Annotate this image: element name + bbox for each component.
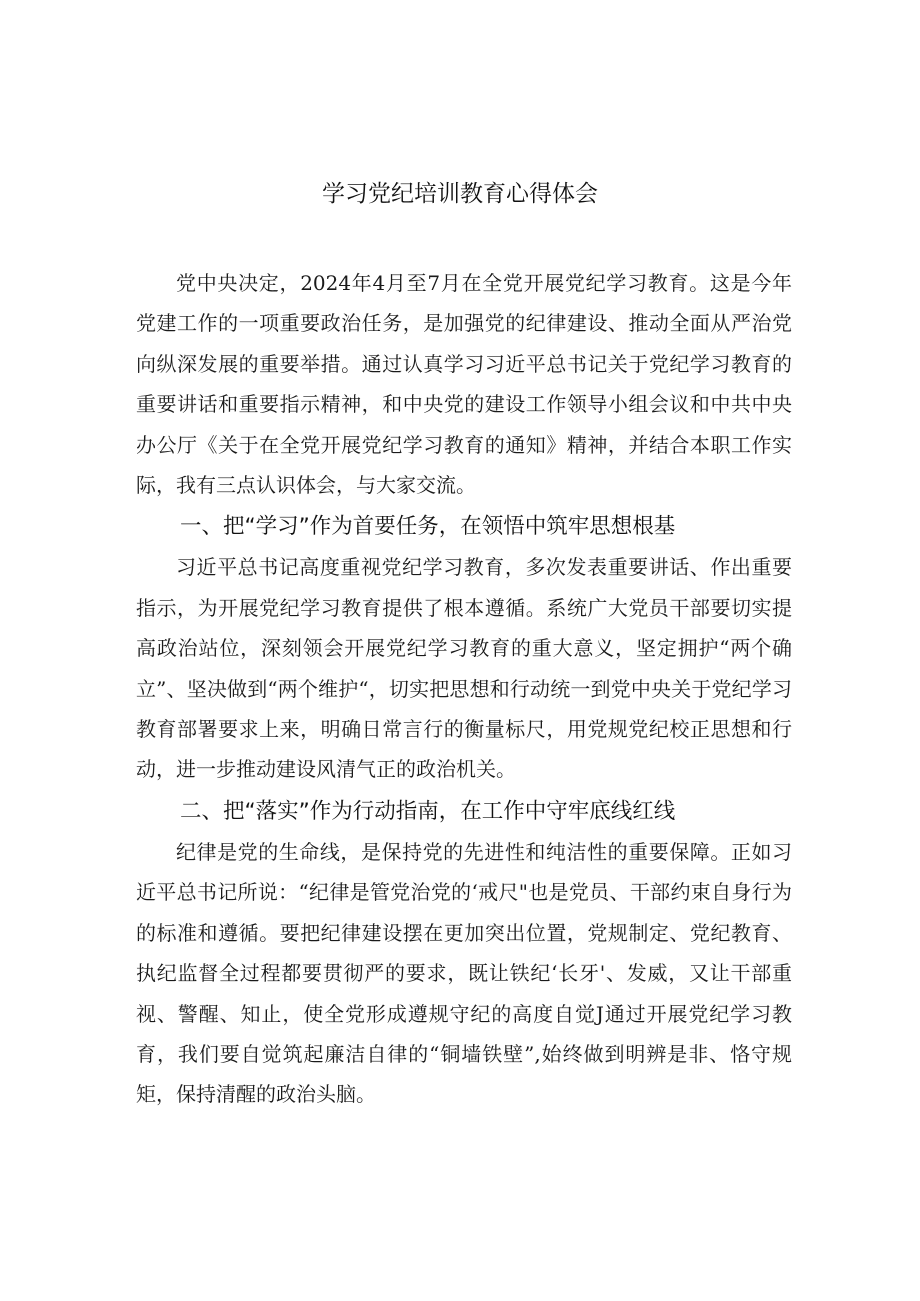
section-1-heading: 一、把“学习”作为首要任务，在领悟中筑牢思想根基 bbox=[180, 514, 676, 540]
document-title: 学习党纪培训教育心得体会 bbox=[322, 181, 598, 207]
section-1-paragraph: 习近平总书记高度重视党纪学习教育，多次发表重要讲话、作出重要指示，为开展党纪学习教育提供了根本遵循。系统广大党员干部要切实提高政治站位，深刻领会开展党纪学习教育的重大意义，坚定拥护“两个确立”、坚决做到“两个维护“，切实把思想和行动统一到党中央关于党纪学习教育部署要求上来，明确日常言行的衡量标尺，用党规党纪校正思想和行动，进一步推动建设风清气正的政治机关。 bbox=[136, 555, 792, 782]
section-2-paragraph: 纪律是党的生命线，是保持党的先进性和纯洁性的重要保障。正如习近平总书记所说：“纪律是管党治党的‘戒尺"也是党员、干部约束自身行为的标准和遵循。要把纪律建设摆在更加突出位置，党规制定、党纪教育、执纪监督全过程都要贯彻严的要求，既让铁纪‘长牙'、发威，又让干部重视、警醒、知止，使全党形成遵规守纪的高度自觉J通过开展党纪学习教育，我们要自觉筑起廉洁自律的“铜墙铁壁”,始终做到明辨是非、恪守规矩，保持清醒的政治头脑。 bbox=[136, 839, 792, 1107]
document-body bbox=[136, 263, 792, 1115]
section-2-heading: 二、把“落实”作为行动指南，在工作中守牢底线红线 bbox=[180, 798, 676, 824]
intro-paragraph: 党中央决定，2024年4月至7月在全党开展党纪学习教育。这是今年党建工作的一项重要政治任务，是加强党的纪律建设、推动全面从严治党向纵深发展的重要举措。通过认真学习习近平总书记关于党纪学习教育的重要讲话和重要指示精神，和中央党的建设工作领导小组会议和中共中央办公厅《关于在全党开展党纪学习教育的通知》精神，并结合本职工作实际，我有三点认识体会，与大家交流。 bbox=[136, 271, 792, 498]
